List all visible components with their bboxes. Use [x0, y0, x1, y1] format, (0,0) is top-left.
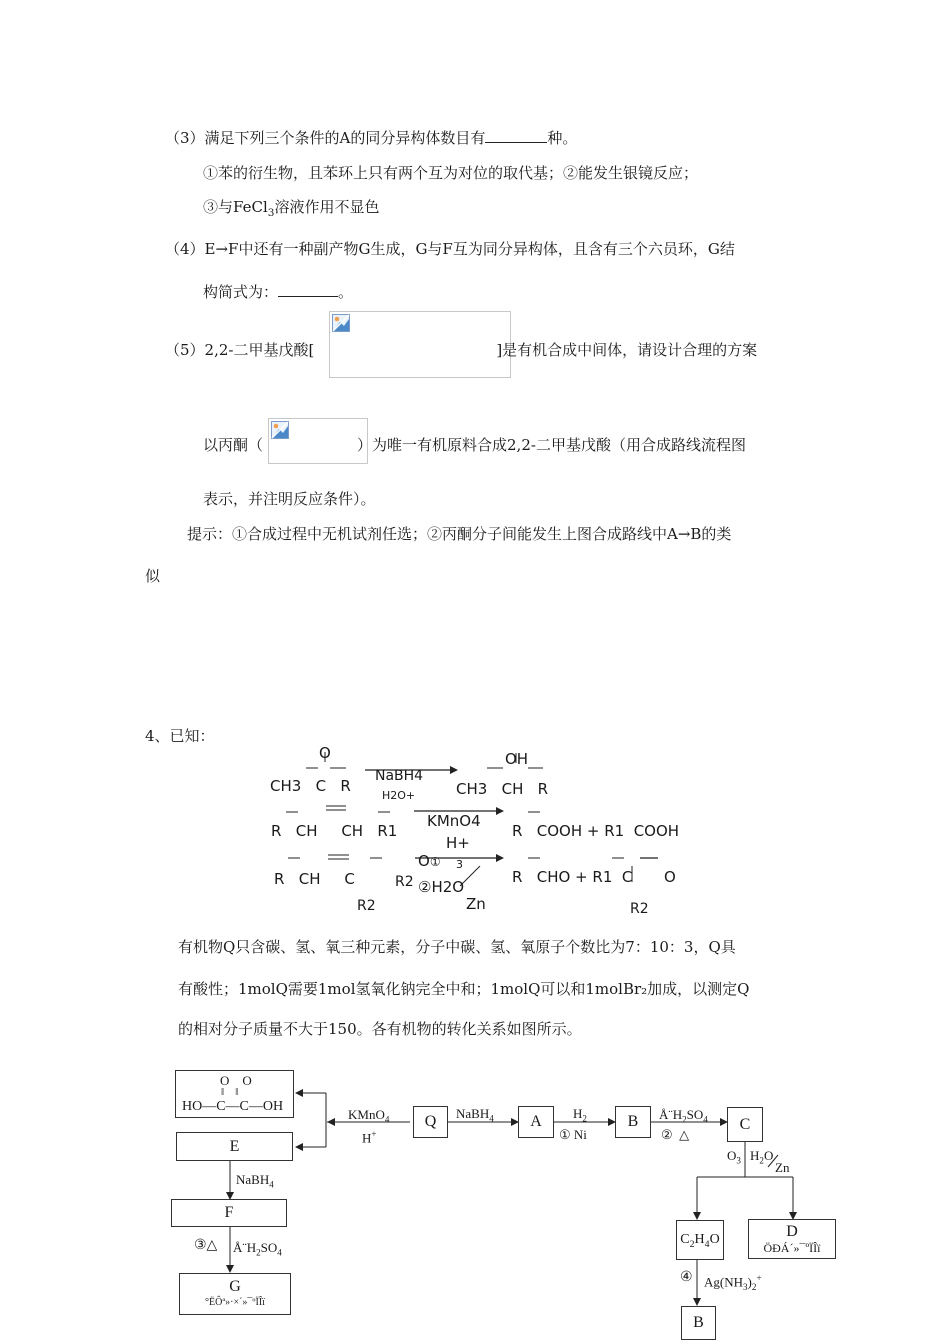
q5-hint2: 似 [145, 567, 161, 585]
r1-right: CH3 CH R [456, 780, 549, 798]
q5-hint1: 提示：①合成过程中无机试剂任选；②丙酮分子间能发生上图合成路线中A→B的类 [187, 525, 732, 543]
r3-ozone: O [418, 852, 430, 870]
D-label: D [786, 1223, 798, 1240]
r3-step1-mark: ① [429, 855, 441, 869]
B-final-box: B [681, 1306, 716, 1340]
p4-para1: 有机物Q只含碳、氢、氧三种元素，分子中碳、氢、氧原子个数比为7：10：3，Q具 [178, 938, 736, 956]
q3-prefix: （3）满足下列三个条件的A的同分异构体数目有 [165, 129, 486, 147]
p4-heading: 4、已知： [145, 727, 215, 745]
label-ni: ① Ni [559, 1127, 587, 1142]
r3-reagent2-zn: Zn [466, 895, 486, 913]
label-h2o: $H_2O$ [750, 1148, 774, 1166]
q4-line1: （4）E→F中还有一种副产物G生成，G与F互为同分异构体，且含有三个六员环，G结 [165, 240, 735, 258]
label-nabh4-e: NaBH$_4$ [236, 1172, 274, 1190]
p4-para2: 有酸性；1molQ需要1mol氢氧化钠完全中和；1molQ可以和1molBr₂加成，以测定Q [178, 980, 750, 998]
D-box [748, 1219, 836, 1259]
E-box: E [176, 1132, 293, 1161]
q3-cond1: ①苯的衍生物，且苯环上只有两个互为对位的取代基；②能发生银镜反应； [203, 164, 699, 182]
label-fg-right: $Å¨H_2SO_4$ [233, 1240, 282, 1258]
F-box: F [171, 1199, 287, 1227]
label-hplus: H+ [362, 1129, 377, 1146]
oxalic-formula: HO—C—C—OH [182, 1099, 284, 1114]
q5-line1-prefix: （5）2,2-二甲基戊酸[ [165, 341, 315, 359]
G-desc: °ËÔª»·×´»¯ºÏÎï [205, 1297, 265, 1308]
G-box [179, 1273, 291, 1315]
r3-right-oxygen: O [664, 868, 676, 886]
C-box: C [727, 1107, 763, 1142]
r3-left: R CH C [274, 870, 355, 888]
q4-line2-suffix: 。 [338, 283, 354, 301]
q4-line2-prefix: 构简式为： [203, 283, 279, 301]
q5-line1-suffix: ]是有机合成中间体，请设计合理的方案 [496, 341, 758, 359]
r2-reagent-top: KMnO4 [427, 812, 481, 830]
q5-line2-suffix: ）为唯一有机原料合成2,2-二甲基戊酸（用合成路线流程图 [357, 436, 746, 454]
r2-right: R COOH + R1 COOH [512, 822, 680, 840]
G-label: G [229, 1278, 241, 1295]
q3-suffix: 种。 [547, 129, 578, 147]
r3-r2-below: R2 [357, 898, 376, 914]
r1-left: CH3 C R [270, 777, 351, 795]
C2H4O-box: $C_2H_4O$ [676, 1220, 724, 1260]
label-ag-right: $Ag(NH_3)_2^+$ [704, 1273, 762, 1292]
r1-reagent-bot: H2O+ [382, 789, 416, 802]
r1-reagent-top: NaBH4 [375, 768, 424, 784]
B-box: B [615, 1106, 651, 1138]
q5-line2-prefix: 以丙酮（ [203, 436, 264, 454]
r1-oxygen: O [319, 744, 331, 762]
oxalic-acid-box [175, 1070, 294, 1118]
label-o3: $O_3$ [727, 1148, 741, 1166]
label-h2so4-bc: $Å¨H_2SO_4$ [659, 1107, 708, 1125]
r3-reagent2: ②H2O [418, 878, 465, 896]
r3-right: R CHO + R1 C [512, 868, 633, 886]
r3-r2-mid: R2 [395, 874, 414, 890]
oxalic-carbonyl-o: O O [220, 1073, 252, 1088]
label-h2: $H_2$ [573, 1106, 587, 1124]
A-box: A [518, 1106, 554, 1138]
r1-hydroxyl: OH [505, 750, 529, 768]
q3-cond3-sub: 3 [267, 207, 275, 219]
p4-para3: 的相对分子质量不大于150。各有机物的转化关系如图所示。 [178, 1020, 582, 1038]
label-zn: Zn [775, 1160, 790, 1175]
Q-box: Q [413, 1106, 448, 1138]
r3-r2-right: R2 [630, 901, 649, 917]
label-ag-left: ④ [680, 1270, 693, 1285]
q3-cond3-b: 溶液作用不显色 [274, 198, 380, 216]
q5-line3: 表示，并注明反应条件）。 [203, 490, 376, 508]
q3-cond3-a: ③与FeCl [203, 198, 268, 216]
r3-reagent1-sub: 3 [456, 858, 463, 871]
label-kmno4: KMnO$_4$ [348, 1107, 390, 1125]
r2-reagent-bot: H+ [446, 834, 470, 852]
r2-left: R CH CH R1 [271, 822, 398, 840]
D-desc: ÖÐÁ´»¯ºÏÎï [763, 1241, 821, 1255]
label-fg-left: ③△ [194, 1238, 218, 1253]
oxalic-double-bonds: ‖ ‖ [221, 1086, 239, 1098]
label-heat-bc: ② △ [661, 1127, 690, 1142]
label-nabh4-q: NaBH$_4$ [456, 1106, 494, 1124]
